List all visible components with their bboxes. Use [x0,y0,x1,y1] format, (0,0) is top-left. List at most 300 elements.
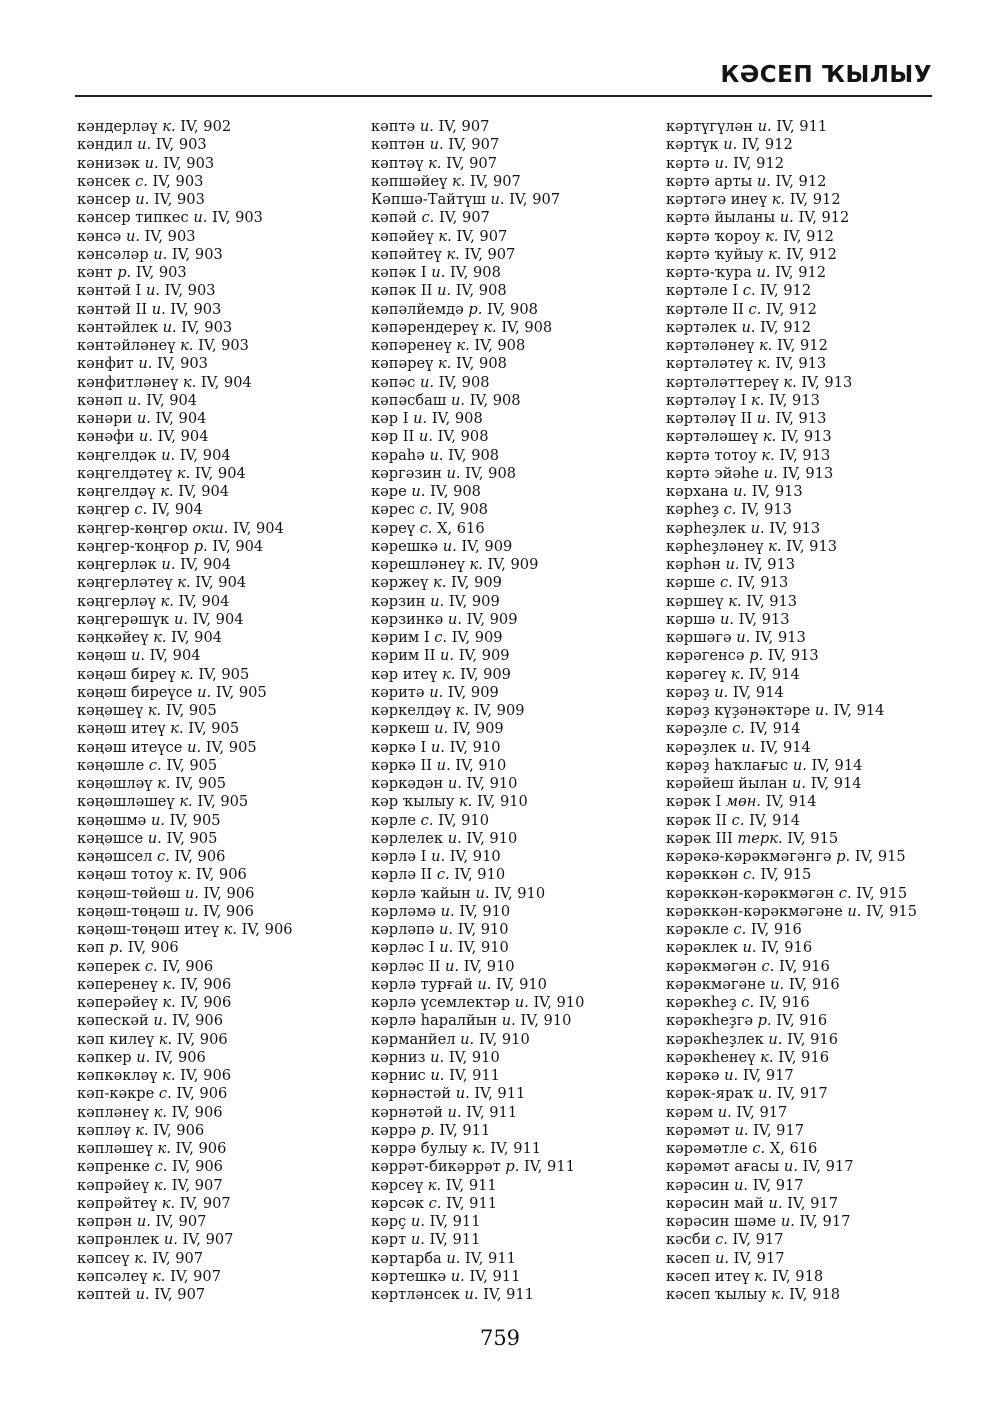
part-of-speech: и. [429,446,444,464]
index-entry [666,757,917,775]
index-entry [666,1158,917,1176]
index-entry [371,611,584,629]
headword: кәнсек [77,172,131,190]
headword: кәнәфи [77,428,135,446]
volume-page-ref: IV, 912 [789,191,841,208]
index-entry [371,1122,584,1140]
part-of-speech: и. [161,446,176,464]
volume-page-ref: IV, 911 [465,1249,516,1267]
index-entry [666,702,917,720]
part-of-speech: с. [157,848,170,865]
headword: кәнизәк [77,154,140,172]
volume-page-ref: IV, 915 [787,829,839,847]
part-of-speech: терк. [737,829,783,847]
headword: кәпләү [77,1121,131,1139]
part-of-speech: и. [138,355,153,373]
index-entry [77,209,293,227]
index-entry [666,1122,917,1140]
volume-page-ref: IV, 917 [799,1213,851,1230]
index-entry [77,374,293,392]
index-entry [77,629,293,647]
headword: кәртә ҡуйыу [666,245,764,263]
headword: кәрәккән-кәрәкмәгән [666,884,835,902]
volume-page-ref: IV, 908 [437,501,488,519]
index-entry [666,282,917,300]
headword: кәрәҙ күҙәнәктәре [666,702,811,719]
part-of-speech: к. [170,720,184,738]
volume-page-ref: IV, 904 [180,556,231,573]
part-of-speech: и. [127,391,142,409]
page-number: 759 [479,1326,521,1350]
volume-page-ref: IV, 914 [759,738,811,756]
headword: кәсби [666,1231,711,1249]
headword: кәнтәй I [77,282,142,300]
headword: кәрәкһеҙлек [666,1030,764,1048]
part-of-speech: к. [134,1249,148,1267]
headword: кәпшәйеү [371,172,448,190]
part-of-speech: к. [751,391,765,409]
part-of-speech: к. [758,337,773,354]
part-of-speech: с. [742,282,756,300]
headword: кәперек [77,957,141,975]
volume-page-ref: IV, 906 [241,921,293,938]
headword: кәрләпә [371,921,435,938]
index-entry [666,720,917,738]
headword: кәр ҡылыу [371,793,455,811]
index-entry [666,866,917,884]
volume-page-ref: IV, 913 [737,574,789,592]
volume-page-ref: IV, 909 [487,556,539,573]
volume-page-ref: IV, 903 [181,318,233,336]
part-of-speech: к. [180,665,194,683]
index-entry [371,173,584,191]
index-entry [371,812,584,830]
headword: кәртәле I [666,282,739,300]
headword: кәрзин [371,592,426,610]
index-entry [666,629,917,647]
index-entry [371,538,584,556]
headword: кәртә арты [666,172,753,190]
headword: Кәпшә-Тайтүш [371,191,486,208]
headword: кәптә [371,118,416,135]
volume-page-ref: IV, 903 [212,209,263,227]
part-of-speech: и. [460,1030,475,1048]
part-of-speech: к. [483,318,497,336]
index-entry [77,228,293,246]
index-entry [666,1140,917,1158]
headword: кәпкәкләү [77,1067,158,1084]
volume-page-ref: IV, 903 [144,227,196,245]
index-entry [77,848,293,866]
volume-page-ref: IV, 908 [438,373,490,391]
headword: кәрлә II [371,866,433,884]
index-entry [371,355,584,373]
headword: кәпәлйемдә [371,300,464,318]
volume-page-ref: IV, 913 [769,391,820,409]
running-head: КӘСЕП ҠЫЛЫУ [720,62,932,88]
volume-page-ref: IV, 909 [452,720,504,738]
volume-page-ref: IV, 904 [171,629,223,646]
headword: кәпәренеү [371,337,452,354]
index-entry [371,1140,584,1158]
index-entry [77,1031,293,1049]
index-entry [666,136,917,154]
headword: кәңәш тотоу [77,866,174,884]
headword: кәңгелдәк [77,446,157,464]
volume-page-ref: IV, 906 [172,1012,223,1030]
index-entry [666,483,917,501]
headword: кәпсеү [77,1249,130,1267]
part-of-speech: и. [714,683,729,701]
headword: кәпсәлеү [77,1267,148,1285]
part-of-speech: и. [193,209,208,227]
part-of-speech: с. [419,501,433,519]
part-of-speech: р. [420,1121,435,1139]
index-entry [666,1177,917,1195]
part-of-speech: к. [427,1176,442,1194]
part-of-speech: и. [173,610,188,628]
headword: кәртүгүлән [666,118,753,135]
index-entry [666,739,917,757]
part-of-speech: и. [430,1048,445,1066]
index-entry [666,775,917,793]
part-of-speech: к. [446,245,460,263]
volume-page-ref: IV, 910 [520,1012,572,1030]
volume-page-ref: IV, 912 [741,136,793,154]
headword: кәртәләнеү [666,337,755,354]
headword: кәрәк III [666,829,733,847]
headword: кәркеш [371,720,430,738]
headword: кәпкер [77,1048,132,1066]
part-of-speech: к. [152,1267,166,1285]
part-of-speech: с. [752,1140,766,1157]
part-of-speech: к. [728,592,742,610]
part-of-speech: с. [732,720,745,738]
volume-page-ref: IV, 909 [451,629,503,646]
index-entry [666,209,917,227]
part-of-speech: к. [153,629,167,646]
index-entry [77,410,293,428]
headword: кәпәреү [371,355,434,373]
index-entry [371,1177,584,1195]
part-of-speech: и. [442,537,457,555]
index-entry [666,1085,917,1103]
headword: кәпәйтеү [371,245,442,263]
headword: кәнтәй II [77,300,148,318]
headword: кәртә эйәһе [666,464,760,482]
headword: кәңәшле [77,756,145,774]
index-entry [666,1286,917,1304]
headword: кәррәт-бикәррәт [371,1158,501,1176]
headword: кәпәрендереү [371,318,479,336]
part-of-speech: и. [431,848,446,865]
headword: кәрәк-яраҡ [666,1085,754,1103]
part-of-speech: к. [455,702,469,719]
volume-page-ref: IV, 916 [776,1012,828,1030]
part-of-speech: и. [750,519,765,537]
headword: кәритә [371,683,425,701]
part-of-speech: и. [437,282,452,300]
index-entry [666,830,917,848]
headword: кәнсә [77,227,122,245]
part-of-speech: и. [440,902,455,920]
volume-page-ref: IV, 913 [767,647,819,665]
part-of-speech: и. [723,136,738,154]
part-of-speech: и. [763,464,778,482]
volume-page-ref: IV, 916 [761,939,813,957]
index-entry [666,666,917,684]
headword: кәпескәй [77,1012,149,1030]
volume-page-ref: IV, 913 [786,537,838,555]
index-entry [371,1085,584,1103]
headword: кәртәләтеү [666,355,753,373]
volume-page-ref: IV, 917 [787,1194,838,1212]
volume-page-ref: IV, 910 [476,793,528,811]
headword: кәрнис [371,1067,426,1084]
headword: кәрәсин [666,1176,730,1194]
index-entry [666,1213,917,1231]
volume-page-ref: IV, 907 [438,118,490,135]
part-of-speech: и. [847,902,862,920]
index-entry [77,556,293,574]
volume-page-ref: IV, 909 [460,665,511,683]
index-entry [77,319,293,337]
part-of-speech: и. [450,1267,465,1285]
headword: кәптей [77,1286,131,1303]
part-of-speech: с. [733,921,747,938]
part-of-speech: с. [723,501,737,519]
part-of-speech: и. [431,264,446,281]
index-entry [666,173,917,191]
index-entry [77,830,293,848]
headword: кәңәш биреү [77,665,176,683]
part-of-speech: и. [756,410,771,427]
volume-page-ref: IV, 912 [798,209,850,227]
part-of-speech: и. [447,829,462,847]
headword: кәрәсин май [666,1194,764,1212]
volume-page-ref: IV, 903 [171,245,223,263]
part-of-speech: с. [741,994,755,1011]
volume-page-ref: IV, 913 [775,410,827,427]
volume-page-ref: IV, 908 [474,337,526,354]
volume-page-ref: IV, 904 [194,464,246,482]
index-entry [77,246,293,264]
volume-page-ref: IV, 908 [448,446,500,464]
volume-page-ref: IV, 910 [449,738,501,756]
volume-page-ref: IV, 912 [783,227,834,245]
part-of-speech: и. [734,1176,749,1194]
volume-page-ref: IV, 911 [483,1286,534,1303]
headword: кәртә [666,154,710,172]
headword: кәрше [666,574,716,592]
part-of-speech: с. [134,501,148,519]
part-of-speech: и. [162,318,177,336]
volume-page-ref: IV, 912 [776,337,828,354]
volume-page-ref: IV, 906 [174,848,226,865]
part-of-speech: и. [197,683,212,701]
part-of-speech: к. [180,337,194,354]
part-of-speech: с. [748,300,762,318]
headword: кәптәү [371,154,424,172]
part-of-speech: к. [223,921,237,938]
volume-page-ref: IV, 910 [455,756,507,774]
headword: кәркә I [371,738,427,756]
index-entry [666,1031,917,1049]
part-of-speech: к. [177,866,192,884]
index-column-3 [666,118,917,1304]
headword: кәрманйел [371,1030,456,1048]
part-of-speech: с. [154,1158,168,1176]
index-entry [77,191,293,209]
headword: кәрешкә [371,537,439,555]
volume-page-ref: IV, 904 [151,501,203,519]
index-entry [77,1104,293,1122]
part-of-speech: с. [420,811,434,829]
headword: кәркәдән [371,775,444,792]
volume-page-ref: IV, 906 [180,994,232,1011]
index-entry [666,191,917,209]
part-of-speech: к. [135,1121,149,1139]
index-entry [371,1231,584,1249]
headword: кәңгерәшүк [77,610,170,628]
part-of-speech: к. [730,665,745,683]
headword: кәңәшләшеү [77,793,175,811]
volume-page-ref: IV, 914 [749,811,801,829]
index-entry [77,921,293,939]
index-entry [371,666,584,684]
headword: кәрәсин шәме [666,1213,777,1230]
headword: кәрһеҙлек [666,519,746,537]
index-entry [666,958,917,976]
part-of-speech: и. [419,118,434,135]
volume-page-ref: IV, 914 [732,683,784,701]
index-entry [371,264,584,282]
volume-page-ref: IV, 911 [469,1267,521,1285]
index-entry [666,301,917,319]
volume-page-ref: IV, 914 [748,665,800,683]
index-entry [666,155,917,173]
part-of-speech: и. [411,483,426,500]
part-of-speech: и. [768,1030,783,1048]
volume-page-ref: IV, 910 [448,1048,500,1066]
part-of-speech: и. [135,191,150,208]
index-entry [77,501,293,519]
index-entry [371,793,584,811]
volume-page-ref: IV, 906 [172,1158,223,1176]
part-of-speech: и. [163,1231,178,1249]
index-entry [371,720,584,738]
part-of-speech: к. [176,464,191,482]
volume-page-ref: IV, 911 [439,1121,491,1139]
headword: кәңгерләк [77,556,157,573]
headword: кәрәкмәгән [666,957,757,975]
index-entry [666,885,917,903]
part-of-speech: и. [758,1085,773,1103]
volume-page-ref: IV, 910 [459,902,511,920]
index-entry [666,812,917,830]
volume-page-ref: IV, 904 [195,574,247,592]
volume-page-ref: IV, 909 [473,702,525,719]
index-entry [371,1268,584,1286]
volume-page-ref: IV, 908 [469,391,521,409]
index-entry [666,921,917,939]
part-of-speech: и. [451,391,466,409]
index-entry [371,629,584,647]
part-of-speech: и. [501,1012,516,1030]
part-of-speech: и. [714,1249,729,1267]
part-of-speech: р. [749,647,764,665]
headword: кәрим II [371,647,436,665]
headword: кәпренке [77,1158,150,1176]
index-entry [371,574,584,592]
index-column-1 [77,118,293,1304]
index-entry [666,228,917,246]
part-of-speech: и. [447,775,462,792]
headword: кәперәйеү [77,994,158,1011]
volume-page-ref: IV, 914 [749,720,801,738]
volume-page-ref: IV, 905 [198,665,250,683]
index-entry [371,885,584,903]
volume-page-ref: IV, 912 [760,282,812,300]
part-of-speech: и. [136,1213,151,1230]
index-entry [371,1049,584,1067]
index-entry [666,520,917,538]
index-entry [371,830,584,848]
volume-page-ref: IV, 914 [810,775,862,792]
volume-page-ref: IV, 907 [438,209,490,227]
headword: кәреү [371,519,415,537]
volume-page-ref: IV, 913 [744,556,796,573]
headword: кәнт [77,264,113,281]
index-entry [371,775,584,793]
headword: кәртә йыланы [666,209,776,227]
volume-page-ref: IV, 904 [192,610,244,628]
index-entry [77,173,293,191]
headword: кәнфитләнеү [77,373,179,391]
part-of-speech: и. [151,300,166,318]
index-entry [371,319,584,337]
part-of-speech: окш. [192,519,229,537]
part-of-speech: к. [153,1176,168,1194]
headword: кәпләнеү [77,1103,149,1121]
headword: кәңәш итеүсе [77,738,183,756]
part-of-speech: и. [756,172,771,190]
part-of-speech: и. [742,939,757,957]
volume-page-ref: IV, 908 [430,483,481,500]
volume-page-ref: IV, 909 [447,683,499,701]
part-of-speech: и. [455,1085,470,1103]
headword: кәрсәк [371,1194,425,1212]
headword: кәрәкә [666,1067,720,1084]
volume-page-ref: IV, 916 [758,994,810,1011]
volume-page-ref: IV, 912 [760,318,812,336]
headword: кәрлә ҡайын [371,884,471,902]
part-of-speech: к. [162,118,176,135]
headword: кәрсеү [371,1176,424,1194]
index-entry [371,337,584,355]
part-of-speech: и. [783,1158,798,1176]
headword: кәрәгенсә [666,647,745,665]
headword: кәр I [371,410,409,427]
headword: кәртләнсек [371,1286,460,1303]
volume-page-ref: IV, 915 [760,866,812,884]
volume-page-ref: IV, 914 [765,793,817,811]
volume-page-ref: IV, 913 [746,592,798,610]
volume-page-ref: IV, 903 [135,264,187,281]
headword: кәрлә үсемлектәр [371,994,511,1011]
headword: кәпрәнлек [77,1231,160,1249]
volume-page-ref: IV, 903 [164,282,216,300]
